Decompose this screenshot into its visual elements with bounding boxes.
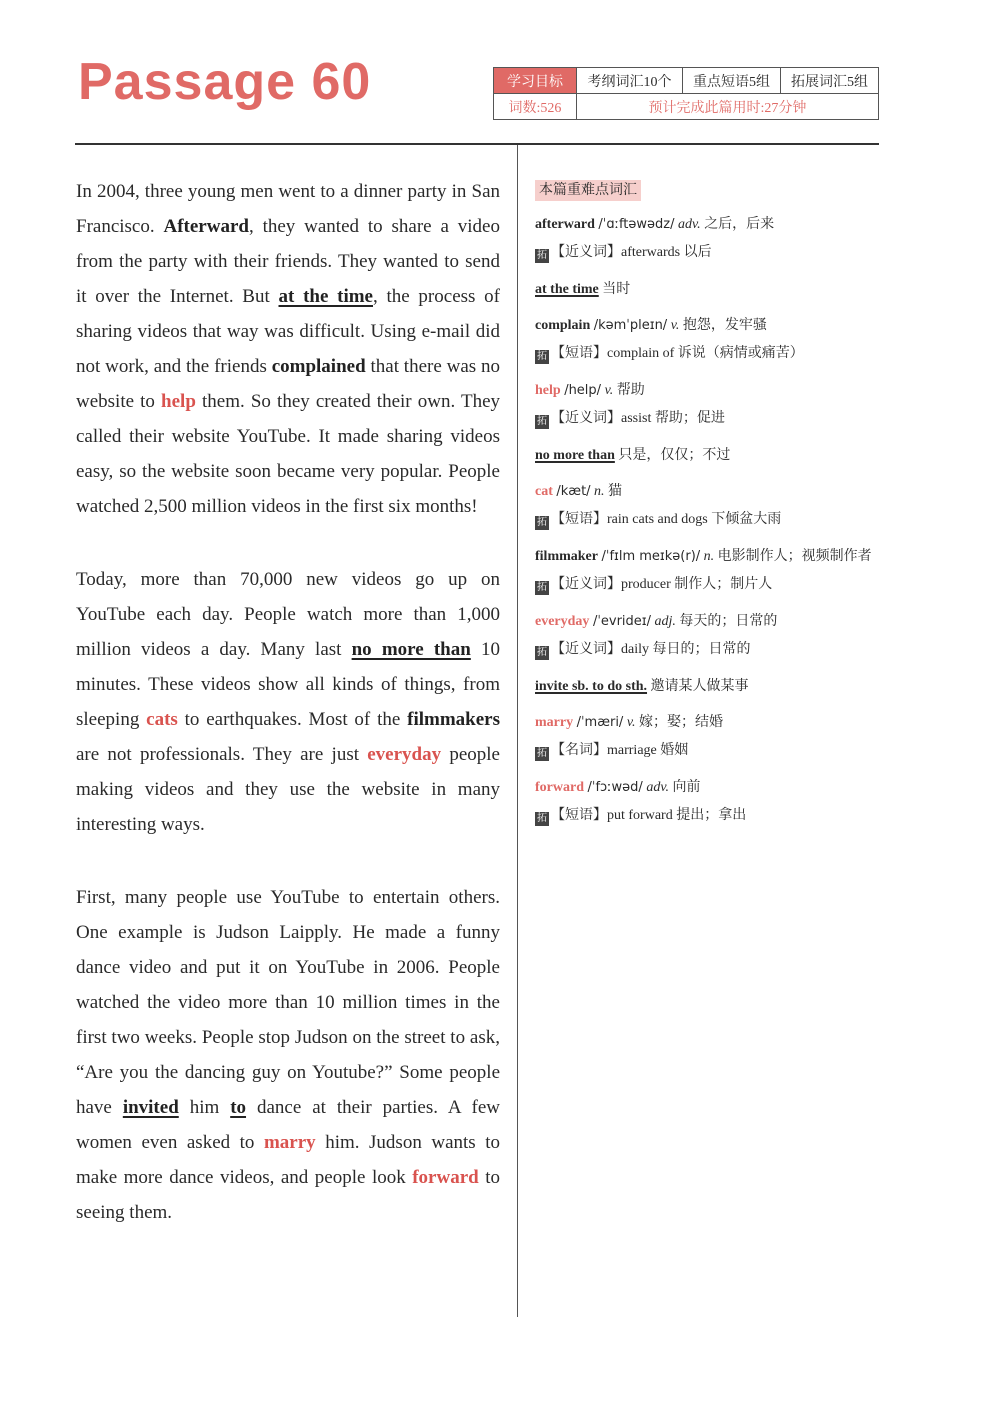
vocab-meaning: 当时 (602, 282, 631, 297)
word-count: 词数:526 (494, 94, 577, 120)
text-run: him. Judson wants to make more dance videos, and people look (76, 1132, 500, 1188)
part-of-speech: adj. (654, 614, 676, 629)
phonetic: /help/ (564, 383, 602, 398)
vocab-word: forward (535, 780, 584, 795)
part-of-speech: adv. (678, 217, 701, 232)
vocab-entry (535, 381, 880, 429)
keyword: marry (263, 1132, 316, 1153)
extension-badge-icon: 拓 (537, 748, 547, 759)
keyword: to (230, 1097, 247, 1118)
vocabulary-heading: 本篇重难点词汇 (535, 180, 641, 201)
goal-exam-words: 考纲词汇10个 (577, 68, 683, 94)
vocab-entry (535, 612, 880, 660)
vocab-meaning: 猫 (608, 484, 623, 499)
vocab-extension: 【近义词】assist 帮助；促进 (551, 411, 725, 426)
header-divider (75, 143, 879, 145)
keyword: everyday (367, 744, 442, 765)
text-run: him (178, 1097, 231, 1118)
vocabulary-panel (535, 180, 880, 843)
vocab-word: at the time (535, 282, 599, 297)
vocab-meaning: 之后，后来 (704, 217, 775, 232)
keyword: help (161, 391, 196, 412)
part-of-speech: v. (670, 318, 680, 333)
phonetic: /ˈevrideɪ/ (592, 614, 651, 629)
vocab-meaning: 每天的；日常的 (679, 614, 778, 629)
part-of-speech: n. (703, 549, 715, 564)
goal-label: 学习目标 (494, 68, 577, 94)
paragraph-1 (76, 174, 500, 524)
keyword: no more than (351, 639, 471, 660)
part-of-speech: n. (594, 484, 605, 499)
text-run: them. So they created their own. They called their website YouTube. It made sharing videos easy, so the website soon became very popular. People watched 2,500 million videos in the first six months! (76, 391, 501, 517)
text-run: 10 minutes. These videos show all kinds of things, from sleeping (76, 639, 500, 730)
vocab-meaning: 嫁；娶；结婚 (639, 715, 723, 730)
vocab-entry (535, 713, 880, 761)
page-title: Passage 60 (78, 53, 372, 111)
vocab-word: marry (535, 715, 574, 730)
extension-badge-icon: 拓 (537, 250, 547, 261)
vocab-entry (535, 482, 880, 530)
phonetic: /kəmˈpleɪn/ (593, 318, 668, 333)
paragraph-2 (76, 562, 500, 842)
vocab-extension: 【短语】complain of 诉说（病情或痛苦） (551, 346, 804, 361)
vocabulary-list (535, 215, 880, 826)
text-run: dance at their parties. A few women even asked to (76, 1097, 500, 1153)
vocab-meaning: 邀请某人做某事 (650, 679, 749, 694)
keyword: filmmakers (407, 709, 500, 730)
column-divider (517, 145, 518, 1317)
vocab-meaning: 电影制作人；视频制作者 (717, 549, 872, 564)
vocab-extension: 【短语】rain cats and dogs 下倾盆大雨 (551, 512, 782, 527)
text-run: are not professionals. They are just (76, 744, 368, 765)
text-run: that there was no website to (76, 356, 501, 412)
text-run: First, many people use YouTube to entertain others. One example is Judson Laipply. He made a funny dance video and put it on YouTube in 2006. People watched the video more than 10 million times in the first two weeks. People stop Judson on the street to ask, “Are you the dancing guy on Youtube?” Some people have (76, 887, 500, 1118)
text-run: Today, more than 70,000 new videos go up on YouTube each day. People watch more than 1,000 million videos a day. Many last (76, 569, 500, 660)
vocab-word: invite sb. to do sth. (535, 679, 648, 694)
vocab-meaning: 只是，仅仅；不过 (618, 448, 731, 463)
phonetic: /ˈfɪlm meɪkə(r)/ (601, 549, 701, 564)
vocab-word: complain (535, 318, 591, 333)
vocab-extension: 【近义词】daily 每日的；日常的 (551, 642, 751, 657)
text-run: to earthquakes. Most of the (177, 709, 408, 730)
vocab-extension: 【近义词】afterwards 以后 (551, 245, 712, 260)
vocab-extension: 【短语】put forward 提出；拿出 (551, 808, 747, 823)
text-run: , the process of sharing videos that way was difficult. Using e-mail did not work, and the friends (76, 286, 500, 377)
vocab-entry (535, 677, 880, 696)
phonetic: /ˈɑːftəwədz/ (598, 217, 675, 232)
extension-badge-icon: 拓 (537, 582, 547, 593)
vocab-entry (535, 215, 880, 263)
phonetic: /ˈmæri/ (576, 715, 624, 730)
vocab-meaning: 向前 (672, 780, 701, 795)
keyword: Afterward (163, 216, 249, 237)
vocab-extension: 【近义词】producer 制作人；制片人 (551, 577, 773, 592)
keyword: complained (271, 356, 366, 377)
vocab-word: cat (535, 484, 553, 499)
vocab-word: everyday (535, 614, 590, 629)
vocab-entry (535, 547, 880, 595)
vocab-word: afterward (535, 217, 595, 232)
phonetic: /ˈfɔːwəd/ (587, 780, 643, 795)
extension-badge-icon: 拓 (537, 351, 547, 362)
part-of-speech: v. (626, 715, 636, 730)
text-run: , they wanted to share a video from the party with their friends. They wanted to send it over the Internet. But (76, 216, 500, 307)
study-goals-table (493, 67, 879, 120)
part-of-speech: v. (604, 383, 614, 398)
vocab-entry (535, 446, 880, 465)
vocab-meaning: 抱怨，发牢骚 (682, 318, 767, 333)
extension-badge-icon: 拓 (537, 813, 547, 824)
vocab-word: filmmaker (535, 549, 598, 564)
vocab-extension: 【名词】marriage 婚姻 (551, 743, 689, 758)
vocab-entry (535, 778, 880, 826)
extension-badge-icon: 拓 (537, 647, 547, 658)
keyword: forward (412, 1167, 479, 1188)
vocab-word: help (535, 383, 561, 398)
extension-badge-icon: 拓 (537, 517, 547, 528)
keyword: invited (122, 1097, 179, 1118)
vocab-meaning: 帮助 (616, 383, 645, 398)
text-run: people making videos and they use the website in many interesting ways. (76, 744, 500, 835)
phonetic: /kæt/ (556, 484, 591, 499)
extension-badge-icon: 拓 (537, 416, 547, 427)
goal-key-phrases: 重点短语5组 (682, 68, 780, 94)
paragraph-3 (76, 880, 500, 1230)
keyword: at the time (278, 286, 373, 307)
vocab-word: no more than (535, 448, 615, 463)
vocab-entry (535, 280, 880, 299)
estimated-time: 预计完成此篇用时:27分钟 (577, 94, 879, 120)
text-run: to seeing them. (76, 1167, 501, 1223)
keyword: cats (146, 709, 178, 730)
part-of-speech: adv. (646, 780, 670, 795)
passage-text (76, 174, 500, 1268)
vocab-entry (535, 316, 880, 364)
text-run: In 2004, three young men went to a dinner party in San Francisco. (76, 181, 500, 237)
goal-extended-words: 拓展词汇5组 (780, 68, 878, 94)
